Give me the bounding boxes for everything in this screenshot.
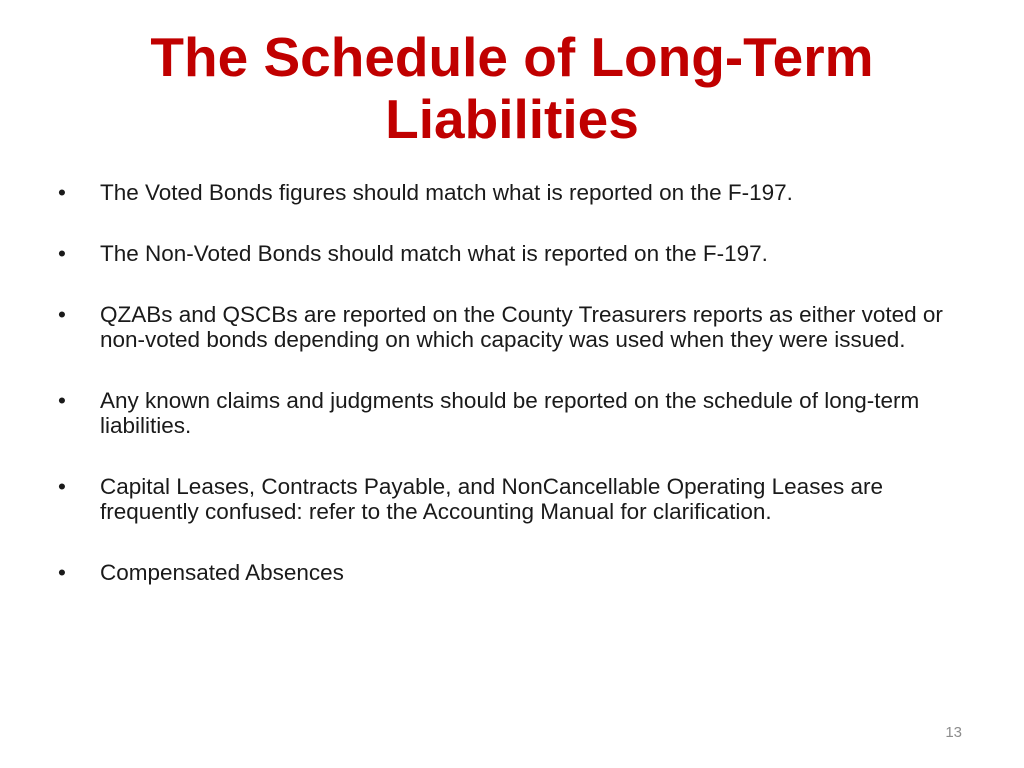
bullet-icon: • [58, 560, 66, 585]
bullet-icon: • [58, 388, 66, 413]
slide-title-line-2: Liabilities [385, 88, 639, 150]
bullet-icon: • [58, 474, 66, 499]
bullet-item-capital-leases [58, 474, 968, 524]
bullet-text: The Voted Bonds figures should match what is reported on the F-197. [100, 180, 793, 205]
slide-title-line-1: The Schedule of Long-Term [150, 26, 874, 88]
page-number: 13 [945, 724, 962, 741]
slide-title [40, 26, 984, 150]
bullet-item-voted-bonds [58, 180, 968, 205]
bullet-text: The Non-Voted Bonds should match what is reported on the F-197. [100, 241, 768, 266]
bullet-item-qzabs-qscbs [58, 302, 968, 352]
bullet-list [58, 180, 968, 621]
bullet-text: Any known claims and judgments should be reported on the schedule of long-term liabilities. [100, 388, 920, 438]
bullet-text: Compensated Absences [100, 560, 344, 585]
bullet-item-claims-judgments [58, 388, 968, 438]
bullet-item-compensated-absences [58, 560, 968, 585]
bullet-text: QZABs and QSCBs are reported on the County Treasurers reports as either voted or non-voted bonds depending on which capacity was used when they were issued. [100, 302, 943, 352]
bullet-icon: • [58, 241, 66, 266]
bullet-text: Capital Leases, Contracts Payable, and NonCancellable Operating Leases are frequently confused: refer to the Accounting Manual for clarification. [100, 474, 883, 524]
bullet-icon: • [58, 302, 66, 327]
bullet-icon: • [58, 180, 66, 205]
bullet-item-non-voted-bonds [58, 241, 968, 266]
